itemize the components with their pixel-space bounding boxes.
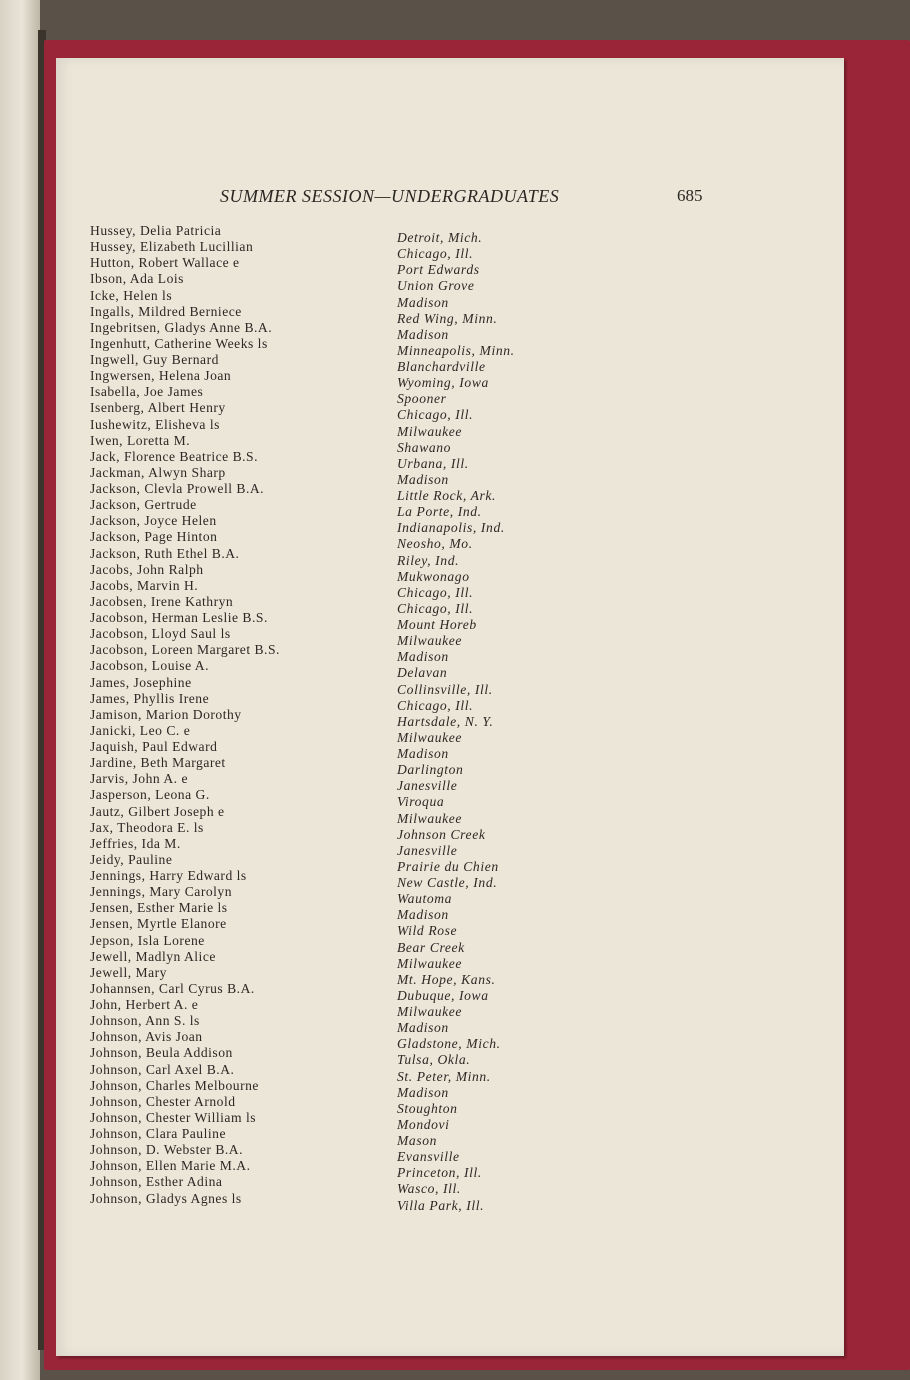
student-name: Johnson, Charles Melbourne	[90, 1077, 259, 1093]
hometown: Madison	[397, 907, 449, 923]
hometown: Princeton, Ill.	[397, 1165, 482, 1181]
list-item	[90, 1174, 550, 1197]
student-name: Johnson, Ellen Marie M.A.	[90, 1158, 251, 1174]
hometown: Mason	[397, 1133, 438, 1148]
hometown: Neosho, Mo.	[397, 536, 473, 552]
student-name: Jennings, Harry Edward ls	[90, 868, 247, 883]
student-name: Ingwell, Guy Bernard	[90, 352, 219, 367]
student-name: Iushewitz, Elisheva ls	[90, 416, 220, 432]
list-item	[90, 739, 550, 761]
hometown: Mondovi	[397, 1116, 450, 1132]
student-name: Jarvis, John A. e	[90, 771, 188, 787]
list-item	[90, 464, 550, 487]
student-name: Hussey, Delia Patricia	[90, 223, 222, 238]
list-item	[90, 303, 550, 326]
hometown: Darlington	[397, 762, 464, 778]
list-item	[90, 1061, 550, 1084]
hometown: Gladstone, Mich.	[397, 1036, 501, 1052]
list-item	[90, 787, 550, 810]
list-item	[90, 658, 550, 681]
hometown: Viroqua	[397, 794, 445, 810]
list-item	[90, 593, 550, 616]
hometown: Madison	[397, 294, 449, 310]
hometown: Little Rock, Ark.	[397, 488, 497, 503]
running-header: SUMMER SESSION—UNDERGRADUATES	[220, 186, 560, 206]
list-item	[90, 319, 550, 342]
hometown: Madison	[397, 1020, 449, 1036]
hometown: Riley, Ind.	[397, 552, 460, 568]
student-name: Jacobson, Lloyd Saul ls	[90, 626, 231, 642]
hometown: Chicago, Ill.	[397, 407, 474, 423]
hometown: Wautoma	[397, 891, 453, 907]
student-name: Jax, Theodora E. ls	[90, 819, 204, 835]
list-item	[90, 561, 550, 584]
hometown: Chicago, Ill.	[397, 246, 474, 262]
hometown: Madison	[397, 746, 449, 761]
student-name: Johnson, Carl Axel B.A.	[90, 1061, 235, 1077]
student-name: Johnson, Ann S. ls	[90, 1013, 200, 1029]
hometown: Wild Rose	[397, 923, 458, 939]
list-item	[90, 884, 550, 907]
hometown: Minneapolis, Minn.	[397, 342, 515, 358]
student-name: Jacobsen, Irene Kathryn	[90, 593, 234, 609]
student-name: Johnson, Esther Adina	[90, 1174, 223, 1190]
hometown: Chicago, Ill.	[397, 600, 474, 616]
student-name: Jacobson, Louise A.	[90, 658, 209, 674]
student-name: Jack, Florence Beatrice B.S.	[90, 448, 259, 464]
student-name: Isabella, Joe James	[90, 384, 204, 400]
hometown: Collinsville, Ill.	[397, 681, 493, 697]
hometown: Chicago, Ill.	[397, 584, 474, 600]
student-name: Johnson, Chester Arnold	[90, 1093, 236, 1109]
list-item	[90, 335, 550, 358]
list-item	[90, 851, 550, 874]
student-name: Jepson, Isla Lorene	[90, 932, 205, 948]
hometown: Spooner	[397, 391, 447, 407]
list-item	[90, 432, 550, 455]
list-item	[90, 803, 550, 826]
student-name: Jennings, Mary Carolyn	[90, 884, 233, 900]
list-item	[90, 755, 550, 778]
student-name: Isenberg, Albert Henry	[90, 400, 226, 416]
student-name: James, Josephine	[90, 674, 192, 690]
list-item	[90, 819, 550, 842]
list-item	[90, 722, 550, 745]
list-item	[90, 223, 550, 245]
student-name: Ingalls, Mildred Berniece	[90, 303, 242, 319]
list-item	[90, 1109, 550, 1132]
page-number: 685	[677, 186, 703, 205]
hometown: Chicago, Ill.	[397, 697, 474, 713]
list-item	[90, 626, 550, 649]
hometown: Wasco, Ill.	[397, 1181, 461, 1197]
list-item	[90, 255, 550, 278]
list-item	[90, 400, 550, 423]
student-name: Jackson, Joyce Helen	[90, 513, 217, 529]
list-item	[90, 1077, 550, 1100]
student-name: Jacobs, Marvin H.	[90, 577, 199, 593]
student-name: Johannsen, Carl Cyrus B.A.	[90, 980, 255, 996]
list-item	[90, 771, 550, 794]
hometown: Mukwonago	[397, 568, 470, 584]
student-name: Ibson, Ada Lois	[90, 271, 184, 287]
list-item	[90, 868, 550, 890]
student-name: Jaquish, Paul Edward	[90, 739, 218, 754]
student-name: Jeidy, Pauline	[90, 851, 173, 867]
student-name: Jacobs, John Ralph	[90, 561, 204, 577]
left-page-edge	[0, 0, 40, 1380]
student-name: Jackson, Gertrude	[90, 497, 197, 513]
list-item	[90, 610, 550, 632]
hometown: Hartsdale, N. Y.	[397, 713, 494, 729]
hometown: Urbana, Ill.	[397, 455, 469, 471]
student-name: Jasperson, Leona G.	[90, 787, 210, 803]
list-item	[90, 1190, 550, 1213]
student-name: Johnson, D. Webster B.A.	[90, 1142, 244, 1158]
list-item	[90, 368, 550, 391]
list-item	[90, 416, 550, 439]
list-item	[90, 513, 550, 536]
list-item	[90, 239, 550, 262]
hometown: Mount Horeb	[397, 617, 477, 632]
hometown: Milwaukee	[397, 423, 463, 439]
hometown: Shawano	[397, 439, 452, 455]
list-item	[90, 900, 550, 923]
hometown: Johnson Creek	[397, 826, 486, 842]
hometown: Blanchardville	[397, 359, 486, 374]
hometown: Tulsa, Okla.	[397, 1052, 471, 1068]
student-name: Johnson, Avis Joan	[90, 1029, 203, 1045]
list-item	[90, 948, 550, 971]
student-name: Ingebritsen, Gladys Anne B.A.	[90, 319, 273, 335]
list-item	[90, 1045, 550, 1068]
student-name: James, Phyllis Irene	[90, 690, 210, 706]
list-item	[90, 1029, 550, 1052]
hometown: Union Grove	[397, 278, 475, 294]
student-name: Ingenhutt, Catherine Weeks ls	[90, 335, 268, 351]
hometown: Mt. Hope, Kans.	[397, 971, 496, 987]
hometown: St. Peter, Minn.	[397, 1068, 491, 1084]
student-name: Ingwersen, Helena Joan	[90, 368, 232, 384]
student-name: Johnson, Chester William ls	[90, 1109, 257, 1125]
hometown: Madison	[397, 1084, 449, 1100]
list-item	[90, 481, 550, 503]
hometown: La Porte, Ind.	[397, 504, 482, 520]
list-item	[90, 932, 550, 955]
list-item	[90, 674, 550, 697]
student-name: Icke, Helen ls	[90, 287, 173, 303]
student-name: Jewell, Mary	[90, 964, 167, 980]
student-name: Janicki, Leo C. e	[90, 722, 191, 738]
hometown: Janesville	[397, 778, 458, 794]
student-name: Jensen, Myrtle Elanore	[90, 916, 227, 932]
student-name: Jackson, Clevla Prowell B.A.	[90, 481, 265, 496]
student-name: Jackman, Alwyn Sharp	[90, 464, 226, 480]
student-name: Johnson, Gladys Agnes ls	[90, 1190, 242, 1206]
list-item	[90, 545, 550, 568]
hometown: Villa Park, Ill.	[397, 1197, 485, 1213]
hometown: Dubuque, Iowa	[397, 987, 489, 1003]
list-item	[90, 690, 550, 713]
student-name: Jackson, Page Hinton	[90, 529, 218, 545]
list-item	[90, 1142, 550, 1165]
student-name: Jewell, Madlyn Alice	[90, 948, 216, 964]
list-item	[90, 529, 550, 552]
hometown: Evansville	[397, 1149, 460, 1165]
hometown: Milwaukee	[397, 1004, 463, 1019]
hometown: Milwaukee	[397, 955, 463, 971]
list-item	[90, 1013, 550, 1036]
list-item	[90, 835, 550, 858]
student-name: Hussey, Elizabeth Lucillian	[90, 239, 254, 255]
student-name: Jacobson, Herman Leslie B.S.	[90, 610, 268, 625]
student-name: Jamison, Marion Dorothy	[90, 706, 242, 722]
list-item	[90, 577, 550, 600]
student-name: Jautz, Gilbert Joseph e	[90, 803, 225, 819]
hometown: Wyoming, Iowa	[397, 375, 489, 391]
list-item	[90, 997, 550, 1019]
student-name: Jardine, Beth Margaret	[90, 755, 226, 771]
list-item	[90, 352, 550, 374]
hometown: Milwaukee	[397, 810, 463, 826]
hometown: Detroit, Mich.	[397, 230, 483, 245]
student-name: Hutton, Robert Wallace e	[90, 255, 240, 271]
hometown: Indianapolis, Ind.	[397, 520, 505, 536]
list-item	[90, 1126, 550, 1148]
student-name: Jensen, Esther Marie ls	[90, 900, 228, 916]
hometown: Stoughton	[397, 1100, 458, 1116]
hometown: Madison	[397, 649, 449, 665]
list-item	[90, 497, 550, 520]
hometown: Prairie du Chien	[397, 858, 499, 874]
list-item	[90, 1158, 550, 1181]
hometown: Delavan	[397, 665, 448, 681]
student-directory-list	[90, 223, 550, 1213]
student-name: John, Herbert A. e	[90, 997, 199, 1012]
student-name: Jackson, Ruth Ethel B.A.	[90, 545, 240, 561]
list-item	[90, 916, 550, 939]
hometown: Janesville	[397, 842, 458, 858]
student-name: Iwen, Loretta M.	[90, 432, 191, 448]
student-name: Jeffries, Ida M.	[90, 835, 181, 851]
list-item	[90, 271, 550, 294]
list-item	[90, 448, 550, 471]
student-name: Johnson, Beula Addison	[90, 1045, 233, 1061]
list-item	[90, 384, 550, 407]
list-item	[90, 706, 550, 729]
hometown: New Castle, Ind.	[397, 875, 498, 890]
list-item	[90, 980, 550, 1003]
hometown: Madison	[397, 326, 449, 342]
list-item	[90, 642, 550, 665]
hometown: Red Wing, Minn.	[397, 310, 498, 326]
list-item	[90, 1093, 550, 1116]
hometown: Milwaukee	[397, 729, 463, 745]
list-item	[90, 287, 550, 310]
hometown: Port Edwards	[397, 262, 480, 278]
student-name: Johnson, Clara Pauline	[90, 1126, 226, 1141]
student-name: Jacobson, Loreen Margaret B.S.	[90, 642, 280, 658]
hometown: Milwaukee	[397, 633, 463, 649]
list-item	[90, 964, 550, 987]
hometown: Madison	[397, 471, 449, 487]
hometown: Bear Creek	[397, 939, 465, 955]
